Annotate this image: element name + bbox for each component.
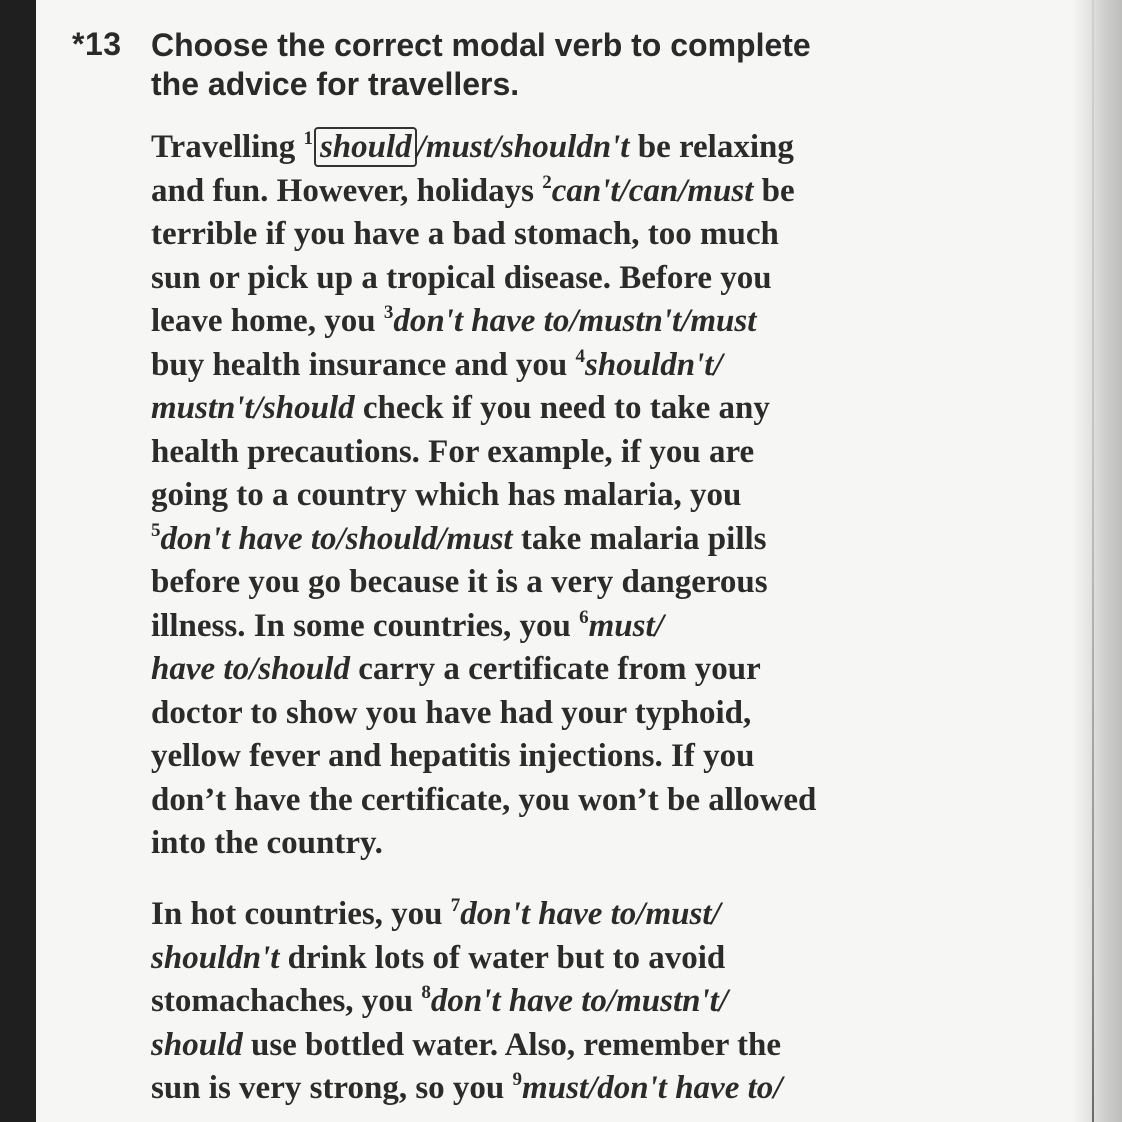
gap-4-options[interactable]: shouldn't/: [585, 346, 723, 383]
text-line: don’t have the certificate, you won’t be allowed: [151, 781, 817, 818]
text: carry a certificate from your: [349, 651, 761, 687]
gap-5-options[interactable]: don't have to/should/must: [160, 520, 513, 557]
instruction-line: the advice for travellers.: [151, 66, 520, 102]
gap-number-5: 5: [151, 519, 161, 541]
text-line: terrible if you have a bad stomach, too much: [151, 216, 779, 252]
text-line: [151, 893, 1011, 937]
text-line: going to a country which has malaria, you: [151, 477, 742, 513]
gap-4-options-cont[interactable]: mustn't/should: [151, 390, 355, 426]
paragraph-2: [151, 893, 1011, 1111]
page-binding-edge: [1092, 0, 1094, 1122]
text-line: health precautions. For example, if you are: [151, 433, 755, 470]
text: Travelling: [151, 129, 304, 165]
text: drink lots of water but to avoid: [279, 939, 726, 976]
text-line: before you go because it is a very dangerous: [151, 564, 768, 600]
text: leave home, you: [151, 303, 384, 339]
text-line: [151, 937, 1011, 981]
text-line: [151, 387, 1011, 431]
text-line: into the country.: [151, 825, 383, 861]
page-binding-shadow: [1072, 0, 1122, 1122]
text-line: [151, 648, 1011, 692]
text-line: [151, 344, 1011, 388]
text: be relaxing: [629, 129, 794, 165]
gap-7-options-cont[interactable]: shouldn't: [151, 939, 280, 976]
gap-number-7: 7: [450, 895, 461, 916]
text: stomachaches, you: [151, 983, 422, 1019]
text-line: [151, 1067, 1011, 1111]
instruction-line: Choose the correct modal verb to complete: [151, 27, 811, 63]
gap-7-options[interactable]: don't have to/must/: [460, 896, 721, 932]
gap-6-options[interactable]: must/: [588, 607, 664, 644]
text-line: [151, 980, 1011, 1024]
text: In hot countries, you: [151, 896, 451, 932]
text-line: doctor to show you have had your typhoid,: [151, 694, 752, 731]
gap-number-9: 9: [512, 1069, 523, 1090]
gap-9-options[interactable]: must/don't have to/: [522, 1070, 783, 1106]
text: sun is very strong, so you: [151, 1070, 513, 1106]
gap-number-1: 1: [303, 128, 313, 149]
gap-8-options-cont[interactable]: should: [151, 1026, 243, 1063]
gap-number-8: 8: [421, 982, 431, 1003]
paragraph-1: [151, 126, 1011, 866]
gap-number-6: 6: [579, 606, 589, 628]
text-line: [151, 1024, 1011, 1068]
text-line: [151, 126, 1011, 170]
text: take malaria pills: [512, 520, 767, 557]
text-line: [151, 170, 1011, 214]
gap-1-options[interactable]: /must/shouldn't: [416, 129, 630, 165]
text-line: yellow fever and hepatitis injections. If you: [151, 738, 755, 774]
gap-3-options[interactable]: don't have to/mustn't/must: [393, 303, 757, 339]
text-line: [151, 300, 1011, 344]
text-line: [151, 518, 1011, 562]
exercise-number: *13: [72, 26, 122, 62]
text: use bottled water. Also, remember the: [242, 1026, 782, 1063]
gap-number-3: 3: [383, 302, 394, 323]
gap-8-options[interactable]: don't have to/mustn't/: [430, 983, 728, 1019]
text-line: sun or pick up a tropical disease. Before you: [151, 259, 772, 296]
gap-2-options[interactable]: can't/can/must: [551, 172, 754, 209]
exercise-instruction: [151, 26, 971, 104]
textbook-page: [36, 0, 1122, 1122]
text: be: [753, 172, 795, 209]
gap-1-selected-answer[interactable]: should: [314, 127, 417, 167]
text: illness. In some countries, you: [151, 607, 580, 644]
gap-6-options-cont[interactable]: have to/should: [151, 651, 350, 687]
text-line: [151, 605, 1011, 649]
text: check if you need to take any: [354, 390, 770, 426]
text: and fun. However, holidays: [151, 172, 543, 209]
gap-number-4: 4: [575, 345, 586, 367]
text: buy health insurance and you: [151, 346, 576, 383]
gap-number-2: 2: [542, 171, 552, 193]
